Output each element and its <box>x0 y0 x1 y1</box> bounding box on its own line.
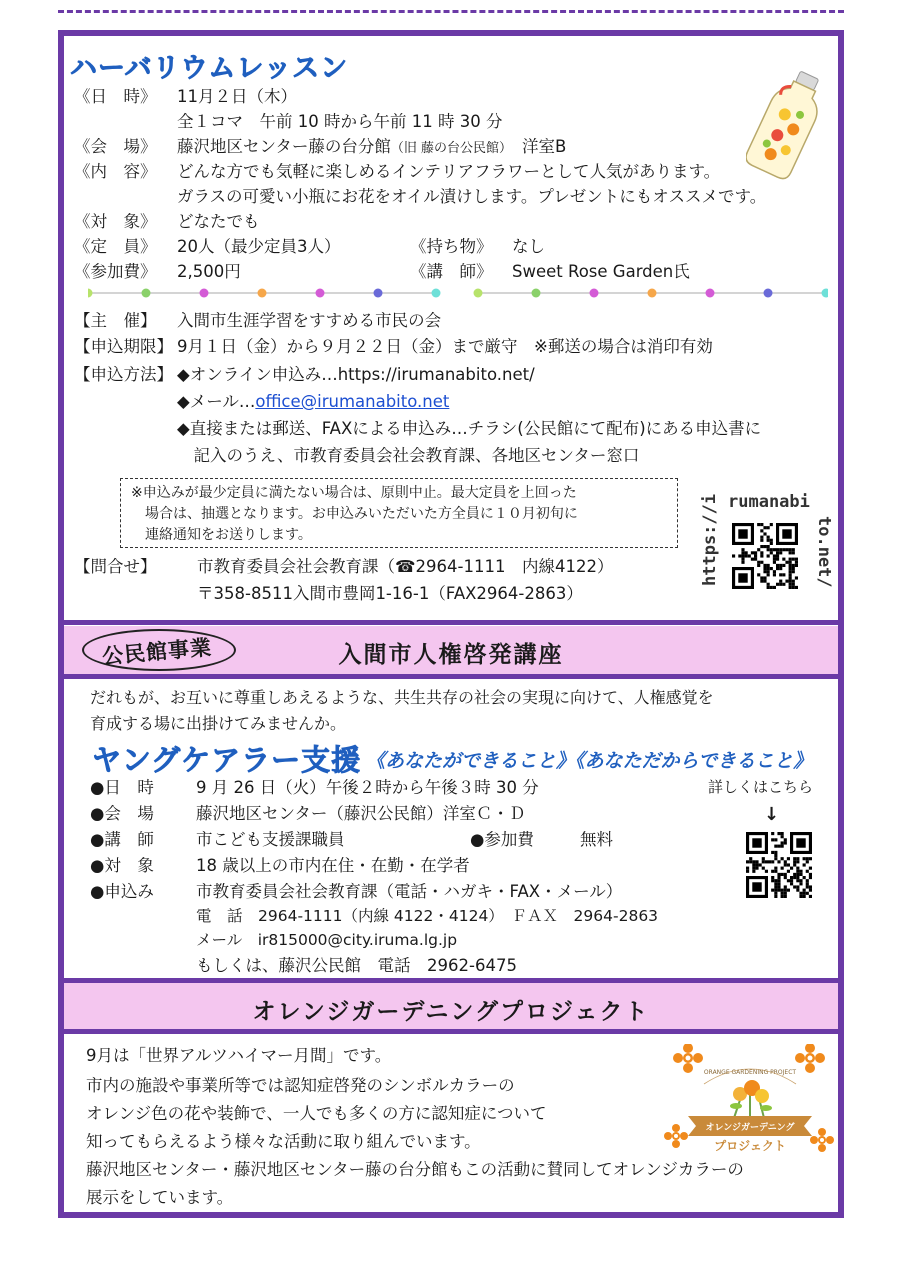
value-contact-2: 〒358-8511入間市豊岡1-16-1（FAX2964-2863） <box>197 584 583 603</box>
label-capacity: 《定 員》 <box>74 237 157 256</box>
herbarium-bottle-illustration <box>746 66 826 184</box>
orange-line-1: 9月は「世界アルツハイマー月間」です。 <box>86 1046 392 1065</box>
value-belongings: なし <box>512 237 545 256</box>
jinken-label-apply: ●申込み <box>90 882 154 901</box>
divider-dot <box>142 289 151 298</box>
young-carer-title: ヤングケアラー支援 <box>92 743 362 777</box>
orange-header-bar <box>64 983 838 1029</box>
orange-title: オレンジガーデニングプロジェクト <box>252 999 650 1025</box>
jinken-value-apply: 市教育委員会社会教育課（電話・ハガキ・FAX・メール） <box>196 882 623 901</box>
jinken-value-date: 9 月 26 日（火）午後２時から午後３時 30 分 <box>196 778 539 797</box>
divider-dot <box>474 289 483 298</box>
orange-line-4: 知ってもらえるよう様々な活動に取り組んでいます。 <box>86 1132 481 1151</box>
vertical-url-right: to.net/ <box>814 516 834 588</box>
label-belongings: 《持ち物》 <box>410 237 493 256</box>
divider-dot <box>432 289 441 298</box>
label-organizer: 【主 催】 <box>74 311 157 330</box>
jinken-value-venue: 藤沢地区センター（藤沢公民館）洋室Ｃ・Ｄ <box>196 804 526 823</box>
jinken-label-instructor: ●講 師 <box>90 830 154 849</box>
divider-dot <box>258 289 267 298</box>
venue-former-name: （旧 藤の台公民館） <box>390 141 506 156</box>
value-date: 11月２日（木） <box>177 87 297 106</box>
email-link[interactable]: office@irumanabito.net <box>255 392 450 411</box>
jinken-label-date: ●日 時 <box>90 778 154 797</box>
label-date: 《日 時》 <box>74 87 157 106</box>
logo-bouquet <box>730 1080 772 1118</box>
logo-english-text: ORANGE GARDENING PROJECT <box>703 1069 797 1076</box>
value-capacity: 20人（最少定員3人） <box>177 237 341 256</box>
jinken-value-phone: 電 話 2964-1111（内線 4122・4124） ＦＡＸ 2964-2863 <box>196 907 659 925</box>
label-target: 《対 象》 <box>74 212 157 231</box>
label-venue: 《会 場》 <box>74 137 157 156</box>
label-contact: 【問合せ】 <box>74 557 157 576</box>
jinken-label-fee: ●参加費 <box>470 830 534 849</box>
orange-line-3: オレンジ色の花や装飾で、一人でも多くの方に認知症について <box>86 1104 547 1123</box>
label-deadline: 【申込期限】 <box>74 337 173 356</box>
label-method: 【申込方法】 <box>74 365 173 384</box>
qr-label: 詳しくはこちら <box>708 778 814 796</box>
divider-dot <box>532 289 541 298</box>
qr-code-herbarium[interactable] <box>732 523 798 589</box>
divider-dot <box>822 289 829 298</box>
young-carer-subtitle: 《あなたができること》《あなただからできること》 <box>366 750 813 772</box>
logo-sub-text: プロジェクト <box>714 1139 786 1153</box>
jinken-label-target: ●対 象 <box>90 856 154 875</box>
divider-dot <box>374 289 383 298</box>
kominkan-badge-text: 公民館事業 <box>101 635 213 669</box>
note-box <box>120 478 678 548</box>
label-instructor: 《講 師》 <box>410 262 493 281</box>
label-fee: 《参加費》 <box>74 262 157 281</box>
orange-line-5: 藤沢地区センター・藤沢地区センター藤の台分館もこの活動に賛同してオレンジカラーの <box>86 1160 744 1179</box>
value-content-1: どんな方でも気軽に楽しめるインテリアフラワーとして人気があります。 <box>177 162 721 181</box>
value-method-online: ◆オンライン申込み…https://irumanabito.net/ <box>177 365 535 384</box>
qr-arrow: ↓ <box>764 804 780 825</box>
herbarium-title: ハーバリウムレッスン <box>70 53 349 84</box>
jinken-value-fee: 無料 <box>580 830 613 849</box>
jinken-value-instructor: 市こども支援課職員 <box>196 830 345 849</box>
jinken-title: 入間市人権啓発講座 <box>338 642 564 668</box>
value-time: 全１コマ 午前 10 時から午前 11 時 30 分 <box>177 112 503 131</box>
label-content: 《内 容》 <box>74 162 157 181</box>
qr-code-jinken[interactable] <box>746 832 812 898</box>
value-method-email <box>177 389 449 414</box>
note-line-1: ※申込みが最少定員に満たない場合は、原則中止。最大定員を上回った <box>131 485 577 501</box>
divider-dot <box>706 289 715 298</box>
value-fee: 2,500円 <box>177 262 241 281</box>
divider-dot <box>316 289 325 298</box>
jinken-value-mail: メール ir815000@city.iruma.lg.jp <box>196 931 458 949</box>
venue-room: 洋室B <box>505 137 567 156</box>
vertical-url-left: https://i <box>700 493 720 586</box>
jinken-value-target: 18 歳以上の市内在住・在勤・在学者 <box>196 856 470 875</box>
section-divider-2 <box>64 674 838 679</box>
herbarium-section <box>64 36 838 622</box>
jinken-intro-1: だれもが、お互いに尊重しあえるような、共生共存の社会の実現に向けて、人権感覚を <box>90 688 714 707</box>
top-dashed-border <box>58 10 844 13</box>
divider-dot <box>764 289 773 298</box>
jinken-label-venue: ●会 場 <box>90 804 154 823</box>
value-method-direct: ◆直接または郵送、FAXによる申込み…チラシ(公民館にて配布)にある申込書に <box>177 419 762 438</box>
orange-gardening-logo <box>664 1044 836 1156</box>
value-organizer: 入間市生涯学習をすすめる市民の会 <box>177 311 442 330</box>
section-divider-1 <box>64 620 838 625</box>
orange-line-2: 市内の施設や事業所等では認知症啓発のシンボルカラーの <box>86 1076 515 1095</box>
note-line-3: 連絡通知をお送りします。 <box>131 527 312 543</box>
divider-dot <box>590 289 599 298</box>
jinken-header-bar <box>64 626 838 674</box>
vertical-url-top: rumanabi <box>728 492 810 512</box>
divider-dot <box>88 289 93 298</box>
jinken-intro-2: 育成する場に出掛けてみませんか。 <box>90 714 347 733</box>
venue-name: 藤沢地区センター藤の台分館 <box>177 137 391 156</box>
divider-dot <box>648 289 657 298</box>
value-venue <box>177 134 566 161</box>
dotted-divider <box>88 286 828 300</box>
email-prefix: ◆メール… <box>177 392 256 411</box>
value-target: どなたでも <box>177 212 260 231</box>
jinken-value-alt: もしくは、藤沢公民館 電話 2962-6475 <box>196 956 517 975</box>
orange-line-6: 展示をしています。 <box>86 1188 234 1207</box>
value-deadline: 9月１日（金）から９月２２日（金）まで厳守 ※郵送の場合は消印有効 <box>177 337 713 356</box>
section-divider-4 <box>64 1029 838 1034</box>
value-contact-1: 市教育委員会社会教育課（☎2964-1111 内線4122） <box>197 557 614 576</box>
value-content-2: ガラスの可愛い小瓶にお花をオイル漬けします。プレゼントにもオススメです。 <box>177 187 767 206</box>
divider-dot <box>200 289 209 298</box>
value-instructor: Sweet Rose Garden氏 <box>512 262 690 281</box>
note-line-2: 場合は、抽選となります。お申込みいただいた方全員に１０月初旬に <box>131 506 578 522</box>
value-method-direct-2: 記入のうえ、市教育委員会社会教育課、各地区センター窓口 <box>177 446 640 465</box>
logo-banner-text: オレンジガーデニング <box>705 1123 795 1133</box>
